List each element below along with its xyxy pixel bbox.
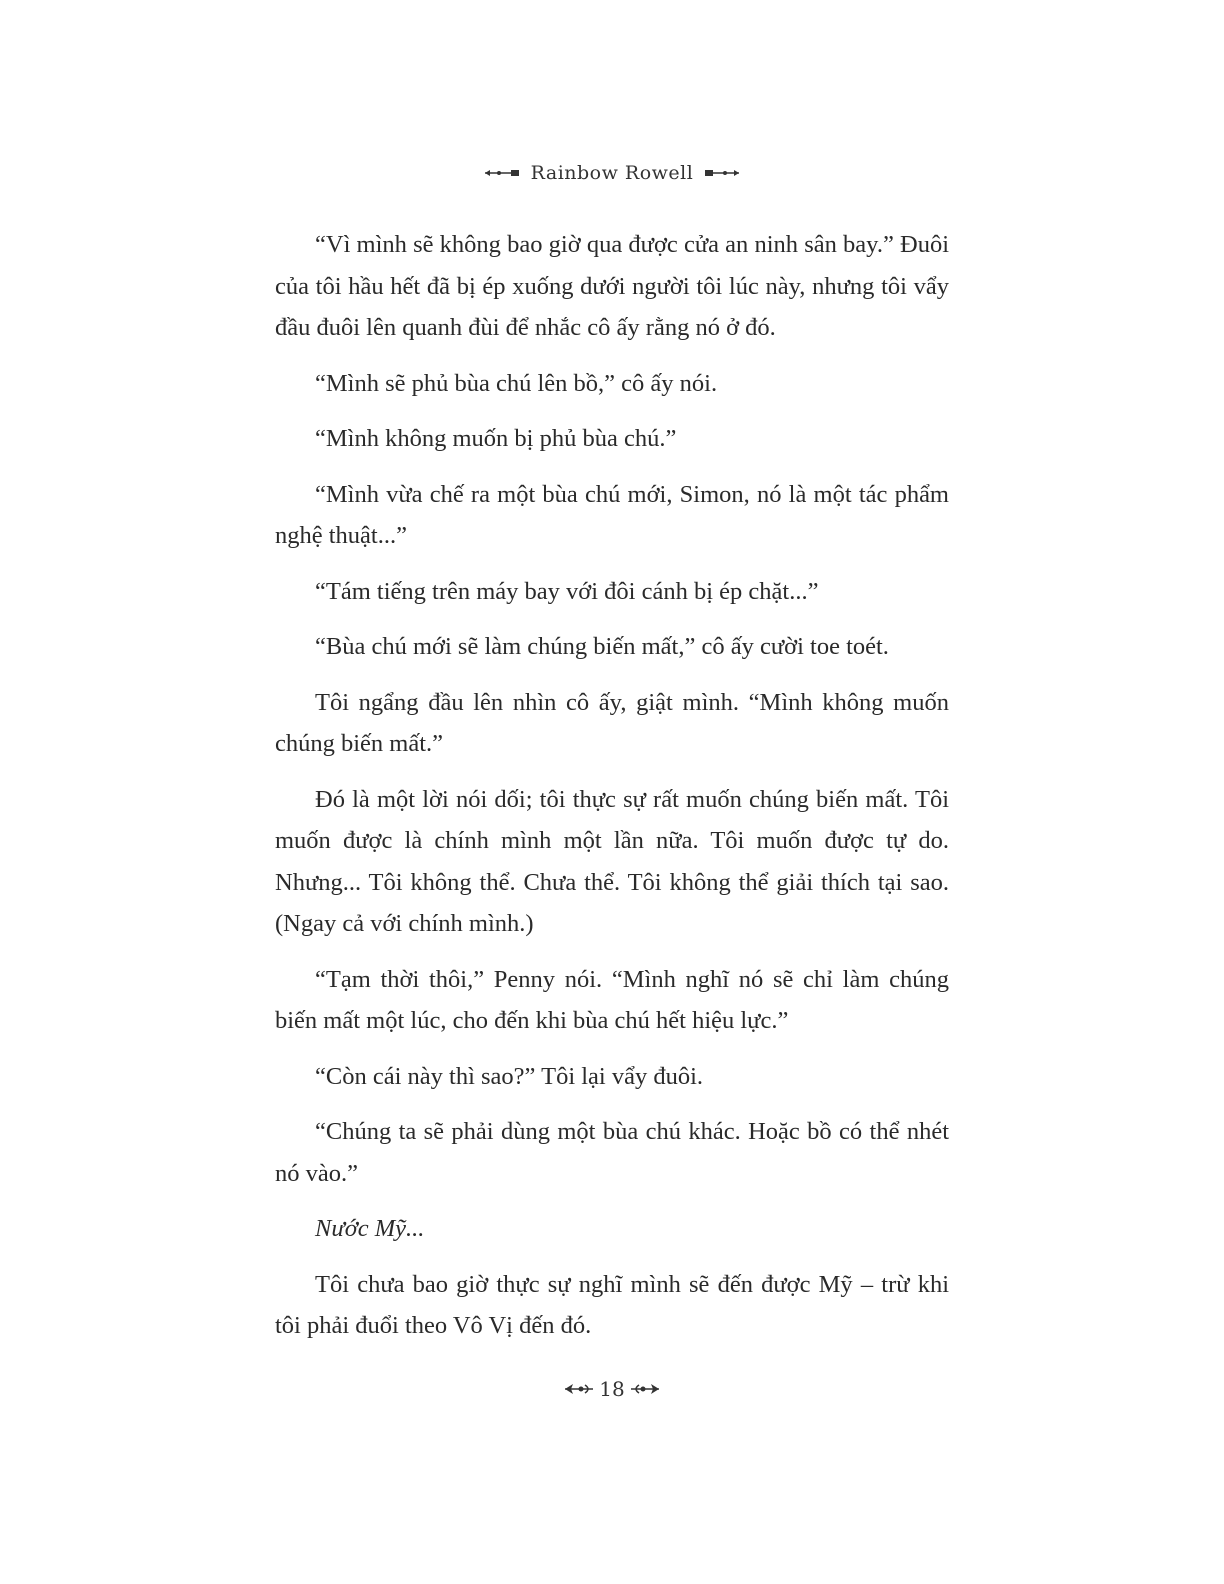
paragraph: “Tám tiếng trên máy bay với đôi cánh bị ép chặt...”	[315, 577, 819, 605]
header-ornament-left-icon	[485, 168, 519, 178]
header-ornament-right-icon	[705, 168, 739, 178]
paragraph: Tôi chưa bao giờ thực sự nghĩ mình sẽ đến được Mỹ – trừ khi tôi phải đuổi theo Vô Vị đến đó.	[275, 1270, 949, 1339]
paragraph: “Chúng ta sẽ phải dùng một bùa chú khác. Hoặc bồ có thể nhét nó vào.”	[275, 1118, 949, 1187]
paragraph: Đó là một lời nói dối; tôi thực sự rất muốn chúng biến mất. Tôi muốn được là chính mình một lần nữa. Tôi muốn được tự do. Nhưng... Tôi không thể. Chưa thể. Tôi không thể giải thích tại sao. (Ngay cả với chính mình.)	[275, 785, 949, 937]
paragraph: Tôi ngẩng đầu lên nhìn cô ấy, giật mình. “Mình không muốn chúng biến mất.”	[275, 688, 949, 757]
paragraph: “Mình sẽ phủ bùa chú lên bồ,” cô ấy nói.	[315, 369, 718, 397]
paragraph: “Mình vừa chế ra một bùa chú mới, Simon, nó là một tác phẩm nghệ thuật...”	[275, 480, 949, 549]
paragraph: Nước Mỹ...	[315, 1215, 425, 1242]
paragraph: “Mình không muốn bị phủ bùa chú.”	[315, 425, 677, 452]
page-body	[275, 224, 949, 1361]
book-author-title: Rainbow Rowell	[530, 162, 694, 184]
paragraph: “Vì mình sẽ không bao giờ qua được cửa an ninh sân bay.” Đuôi của tôi hầu hết đã bị ép xuống dưới người tôi lúc này, nhưng tôi vẩy đầu đuôi lên quanh đùi để nhắc cô ấy rằng nó ở đó.	[275, 231, 949, 341]
paragraph: “Tạm thời thôi,” Penny nói. “Mình nghĩ nó sẽ chỉ làm chúng biến mất một lúc, cho đến khi bùa chú hết hiệu lực.”	[275, 965, 949, 1034]
footer-ornament-left-icon	[563, 1382, 593, 1396]
page-number: 18	[599, 1377, 625, 1401]
paragraph: “Bùa chú mới sẽ làm chúng biến mất,” cô ấy cười toe toét.	[315, 633, 889, 660]
footer-ornament-right-icon	[631, 1382, 661, 1396]
paragraph: “Còn cái này thì sao?” Tôi lại vẩy đuôi.	[315, 1062, 704, 1090]
running-header	[0, 158, 1224, 188]
page-footer	[0, 1374, 1224, 1404]
